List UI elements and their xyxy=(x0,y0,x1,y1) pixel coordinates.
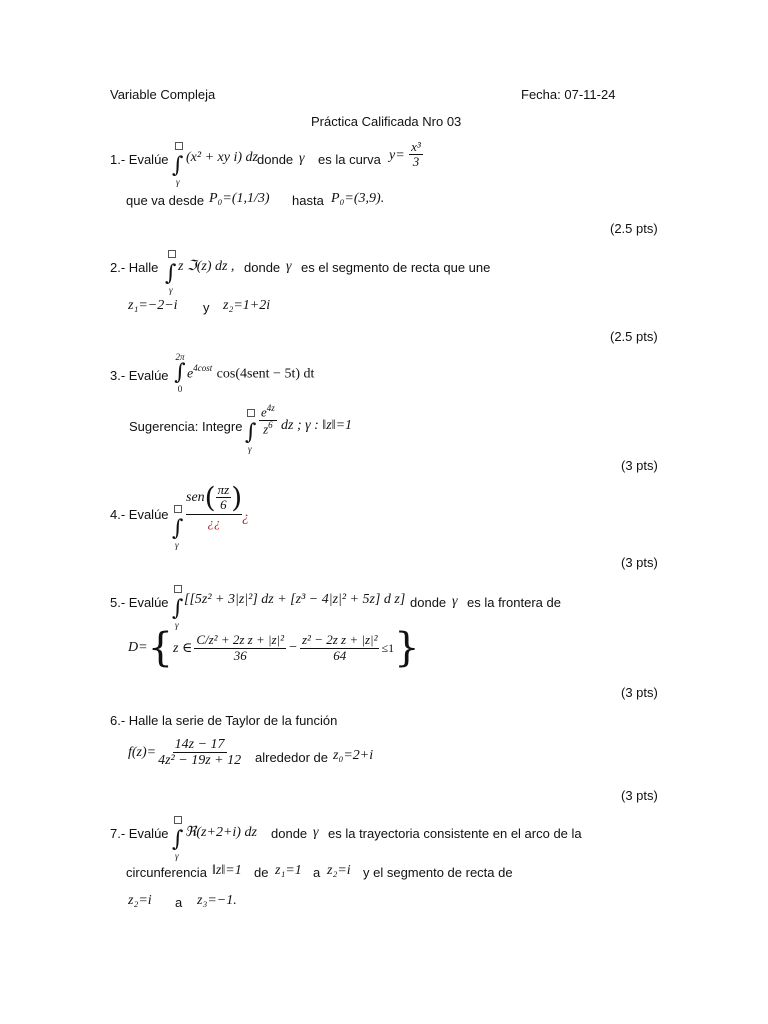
q3-points: (3 pts) xyxy=(621,458,658,473)
q3-hint-rest: dz ; γ : ‖z‖=1 xyxy=(281,418,353,433)
q2-gamma: γ xyxy=(286,259,292,274)
placeholder-box-icon xyxy=(168,250,176,258)
q3-integral-sign: 2π ∫ 0 xyxy=(174,352,186,394)
q4-fraction: sen ( $\frac{\pi z}{6}$ ) ¿¿ xyxy=(186,480,243,530)
q2-integrand: z ℑ(z) dz , xyxy=(178,259,235,274)
q5-points: (3 pts) xyxy=(621,685,658,700)
q7-a1: a xyxy=(313,865,321,880)
q1-end-point: P₀=(3,9). xyxy=(331,191,385,206)
q2-points: (2.5 pts) xyxy=(610,329,658,344)
q5-integrand: [[5z² + 3|z|²] dz + [z³ − 4|z|² + 5z] d z] xyxy=(184,592,406,607)
q1-points: (2.5 pts) xyxy=(610,221,658,236)
q1-integral-sign: ∫ γ xyxy=(172,137,186,187)
placeholder-box-icon xyxy=(174,505,182,513)
placeholder-box-icon xyxy=(174,585,182,593)
q1-integrand: (x² + xy i) dz xyxy=(186,150,258,165)
placeholder-box-icon xyxy=(174,816,182,824)
q1-label: 1.- Evalúe xyxy=(110,152,169,167)
q2-text: es el segmento de recta que une xyxy=(301,260,491,275)
placeholder-box-icon xyxy=(247,409,255,417)
q3-hint-integral: ∫ γ xyxy=(245,404,257,454)
q4-label: 4.- Evalúe xyxy=(110,507,169,522)
q7-gamma: γ xyxy=(313,825,319,840)
q7-z2b: z₂=i xyxy=(128,893,152,908)
q5-donde: donde xyxy=(410,595,447,610)
q6-around: alrededor de xyxy=(255,750,328,765)
q3-hint-label: Sugerencia: Integre xyxy=(129,419,243,434)
q7-integrand: ℜ(z+2+i) dz xyxy=(185,825,257,840)
q7-z1: z₁=1 xyxy=(275,863,302,878)
q6-label: 6.- Halle la serie de Taylor de la función xyxy=(110,713,338,728)
q7-z3: z₃=−1. xyxy=(197,893,237,908)
q1-curve-equation: y= $\frac{\text{x³}}{3}$ xyxy=(389,139,421,170)
q7-integral-sign: ∫ γ xyxy=(172,811,184,861)
q7-line2-text: circunferencia xyxy=(126,865,207,880)
q7-label: 7.- Evalúe xyxy=(110,826,169,841)
q7-z2: z₂=i xyxy=(327,863,351,878)
q1-line2-text: que va desde xyxy=(126,193,205,208)
q5-text: es la frontera de xyxy=(467,595,561,610)
q2-label: 2.- Halle xyxy=(110,260,159,275)
q5-integral-sign: ∫ γ xyxy=(172,580,184,630)
q3-hint-fraction: $\frac{e^{4z}}{z^6}$ xyxy=(261,403,275,436)
q2-y: y xyxy=(203,300,210,315)
q4-points: (3 pts) xyxy=(621,555,658,570)
q4-integral-sign: ∫ γ xyxy=(172,500,184,550)
q1-gamma: γ xyxy=(299,151,305,166)
q5-gamma: γ xyxy=(452,594,458,609)
q1-curve-text: es la curva xyxy=(318,152,381,167)
placeholder-box-icon xyxy=(175,142,183,150)
q7-donde: donde xyxy=(271,826,308,841)
q2-integral-sign: ∫ γ xyxy=(165,245,179,295)
exam-date: Fecha: 07-11-24 xyxy=(521,87,616,102)
q2-z2: z₂=1+2i xyxy=(223,298,271,313)
q3-integrand: $e^{4cost}$ cos(4sent − 5t) dt xyxy=(187,363,315,382)
q1-hasta: hasta xyxy=(292,193,324,208)
q7-circle: ‖z‖=1 xyxy=(212,863,242,878)
course-name: Variable Compleja xyxy=(110,87,216,102)
q7-de: de xyxy=(254,865,269,880)
q7-a2: a xyxy=(175,895,183,910)
q2-donde: donde xyxy=(244,260,281,275)
page-title: Práctica Calificada Nro 03 xyxy=(311,114,462,129)
q2-z1: z₁=−2−i xyxy=(128,298,178,313)
q3-label: 3.- Evalúe xyxy=(110,368,169,383)
q1-donde: donde xyxy=(257,152,294,167)
q6-z0: z₀=2+i xyxy=(333,748,374,763)
q1-start-point: P₀=(1,1/3) xyxy=(209,191,270,206)
q5-label: 5.- Evalúe xyxy=(110,595,169,610)
q6-points: (3 pts) xyxy=(621,788,658,803)
q5-set-definition: D= { z ∈ $\frac{\text{C/z² + 2z z + |z|²}}{36}$ − $\frac{\text{z² − 2z z + |z|²}}{64}$ ≤1 } xyxy=(128,625,420,671)
q7-text: es la trayectoria consistente en el arco de la xyxy=(328,826,582,841)
q4-trailing-mark: ¿ xyxy=(242,510,249,525)
q6-function: f(z)= $\frac{14z - 17}{\text{4z² − 19z + 12}}$ xyxy=(128,737,242,769)
q7-line2-end: y el segmento de recta de xyxy=(363,865,513,880)
